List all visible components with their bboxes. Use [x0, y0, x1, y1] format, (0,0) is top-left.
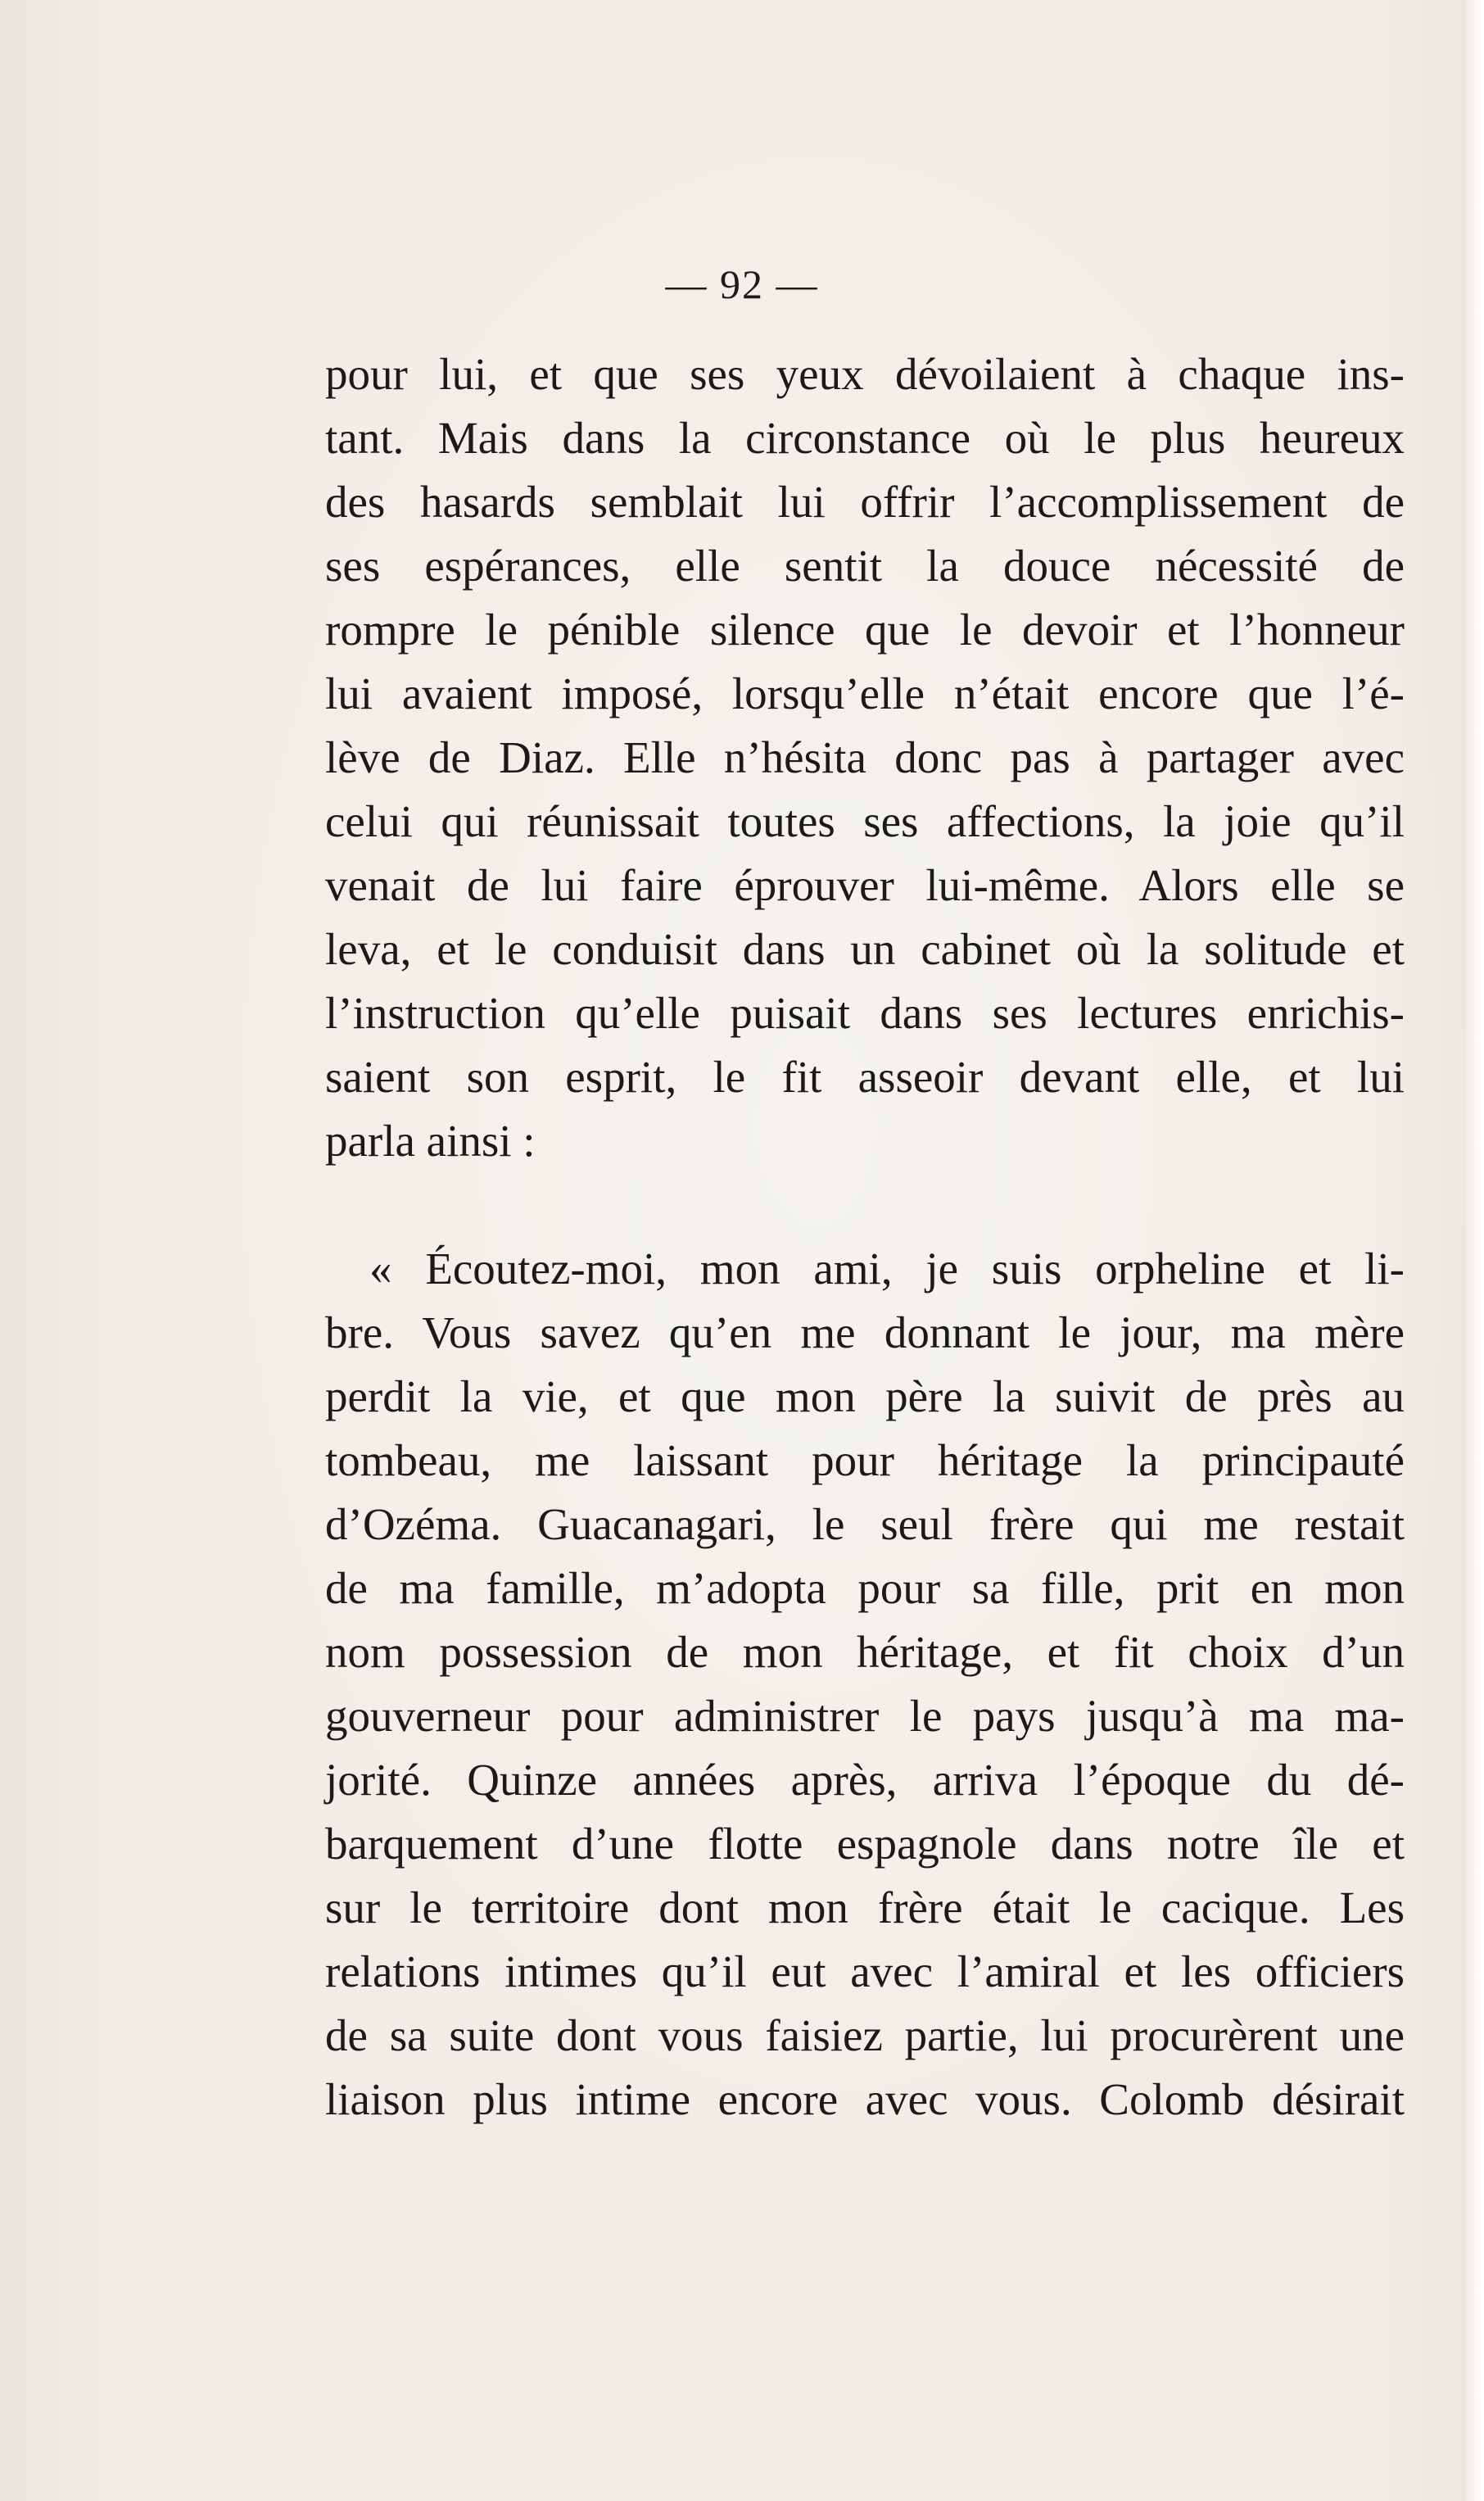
text-line: des hasards semblait lui offrir l’accomplissement de — [325, 477, 1405, 527]
text-line: celui qui réunissait toutes ses affections, la joie qu’il — [325, 796, 1405, 846]
text-line: de sa suite dont vous faisiez partie, lui procurèrent une — [325, 2010, 1405, 2060]
text-line: perdit la vie, et que mon père la suivit de près au — [325, 1371, 1405, 1421]
text-line: nom possession de mon héritage, et fit choix d’un — [325, 1627, 1405, 1677]
text-line: ses espérances, elle sentit la douce nécessité de — [325, 541, 1405, 591]
text-line: sur le territoire dont mon frère était le cacique. Les — [325, 1883, 1405, 1932]
text-line: saient son esprit, le fit asseoir devant elle, et lui — [325, 1052, 1405, 1102]
body-text — [325, 342, 1405, 2132]
text-line: gouverneur pour administrer le pays jusqu’à ma ma- — [325, 1691, 1405, 1741]
text-line: pour lui, et que ses yeux dévoilaient à chaque ins- — [325, 349, 1405, 399]
text-line: tant. Mais dans la circonstance où le plus heureux — [325, 413, 1405, 463]
text-line: liaison plus intime encore avec vous. Colomb désirait — [325, 2074, 1405, 2124]
text-line: leva, et le conduisit dans un cabinet où la solitude et — [325, 924, 1405, 974]
text-line: lève de Diaz. Elle n’hésita donc pas à partager avec — [325, 732, 1405, 782]
text-line: lui avaient imposé, lorsqu’elle n’était encore que l’é- — [325, 668, 1405, 718]
text-line: l’instruction qu’elle puisait dans ses lectures enrichis- — [325, 988, 1405, 1038]
paragraph-gap — [325, 1173, 1405, 1237]
text-line: tombeau, me laissant pour héritage la principauté — [325, 1435, 1405, 1485]
text-line: jorité. Quinze années après, arriva l’époque du dé- — [325, 1755, 1405, 1805]
page-number: — 92 — — [665, 261, 819, 307]
text-line: venait de lui faire éprouver lui-même. Alors elle se — [325, 860, 1405, 910]
text-line: de ma famille, m’adopta pour sa fille, prit en mon — [325, 1563, 1405, 1613]
text-line: d’Ozéma. Guacanagari, le seul frère qui me restait — [325, 1499, 1405, 1549]
text-line: rompre le pénible silence que le devoir et l’honneur — [325, 605, 1405, 655]
text-line: barquement d’une flotte espagnole dans notre île et — [325, 1819, 1405, 1869]
page-edge — [1466, 0, 1484, 2501]
text-line: parla ainsi : — [325, 1116, 536, 1166]
text-line: relations intimes qu’il eut avec l’amiral et les officiers — [325, 1946, 1405, 1996]
text-line: bre. Vous savez qu’en me donnant le jour, ma mère — [325, 1307, 1405, 1357]
text-line: « Écoutez-moi, mon ami, je suis orpheline et li- — [369, 1244, 1405, 1294]
